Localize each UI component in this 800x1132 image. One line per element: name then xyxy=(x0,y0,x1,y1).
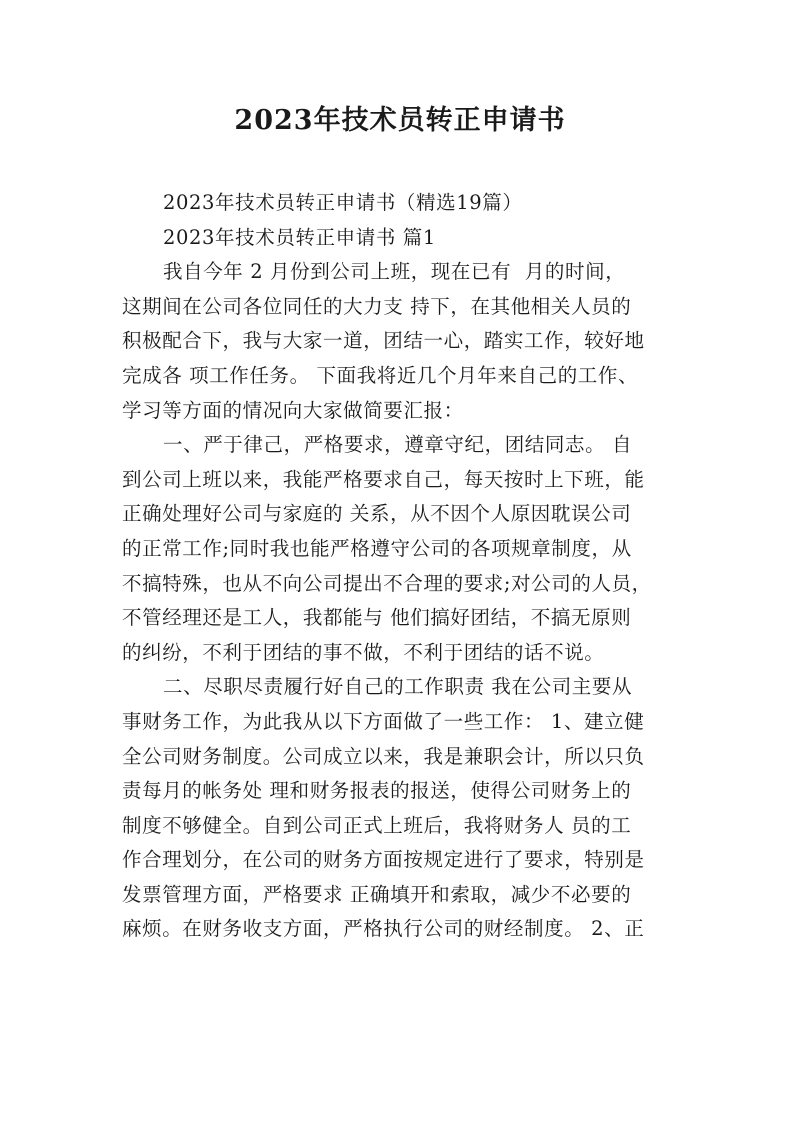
body-line: 全公司财务制度。公司成立以来，我是兼职会计，所以只负 xyxy=(122,744,645,768)
body-line-subtitle: 2023年技术员转正申请书（精选19篇） xyxy=(163,191,523,214)
body-line: 不搞特殊，也从不向公司提出不合理的要求;对公司的人员， xyxy=(122,571,652,595)
body-line: 麻烦。在财务收支方面，严格执行公司的财经制度。 2、正 xyxy=(122,917,645,941)
body-line: 二、尽职尽责履行好自己的工作职责 我在公司主要从 xyxy=(163,675,633,699)
body-line: 正确处理好公司与家庭的 关系，从不因个人原因耽误公司 xyxy=(122,502,632,526)
body-line: 一、严于律己，严格要求，遵章守纪，团结同志。 自 xyxy=(163,433,633,457)
body-line: 责每月的帐务处 理和财务报表的报送，使得公司财务上的 xyxy=(122,779,632,803)
body-line: 学习等方面的情况向大家做简要汇报： xyxy=(122,398,464,422)
document-body xyxy=(122,186,682,947)
body-line: 到公司上班以来，我能严格要求自己，每天按时上下班，能 xyxy=(122,467,645,491)
body-line: 积极配合下，我与大家一道，团结一心，踏实工作，较好地 xyxy=(122,329,645,353)
body-line: 的正常工作;同时我也能严格遵守公司的各项规章制度，从 xyxy=(122,536,632,560)
body-line: 这期间在公司各位同任的大力支 持下，在其他相关人员的 xyxy=(122,294,632,318)
document-title: 2023年技术员转正申请书 xyxy=(234,105,566,136)
body-line: 事财务工作，为此我从以下方面做了一些工作： 1、建立健 xyxy=(122,709,645,733)
body-line: 作合理划分，在公司的财务方面按规定进行了要求，特别是 xyxy=(122,848,645,872)
body-line: 发票管理方面，严格要求 正确填开和索取，减少不必要的 xyxy=(122,882,632,906)
body-line: 不管经理还是工人，我都能与 他们搞好团结，不搞无原则 xyxy=(122,606,632,630)
body-line: 的纠纷，不利于团结的事不做，不利于团结的话不说。 xyxy=(122,640,605,664)
body-line: 完成各 项工作任务。 下面我将近几个月年来自己的工作、 xyxy=(122,363,639,387)
body-line-section-heading: 2023年技术员转正申请书 篇1 xyxy=(163,225,436,249)
body-line: 我自今年 2 月份到公司上班，现在已有 月的时间， xyxy=(163,260,626,284)
body-line: 制度不够健全。自到公司正式上班后，我将财务人 员的工 xyxy=(122,813,632,837)
